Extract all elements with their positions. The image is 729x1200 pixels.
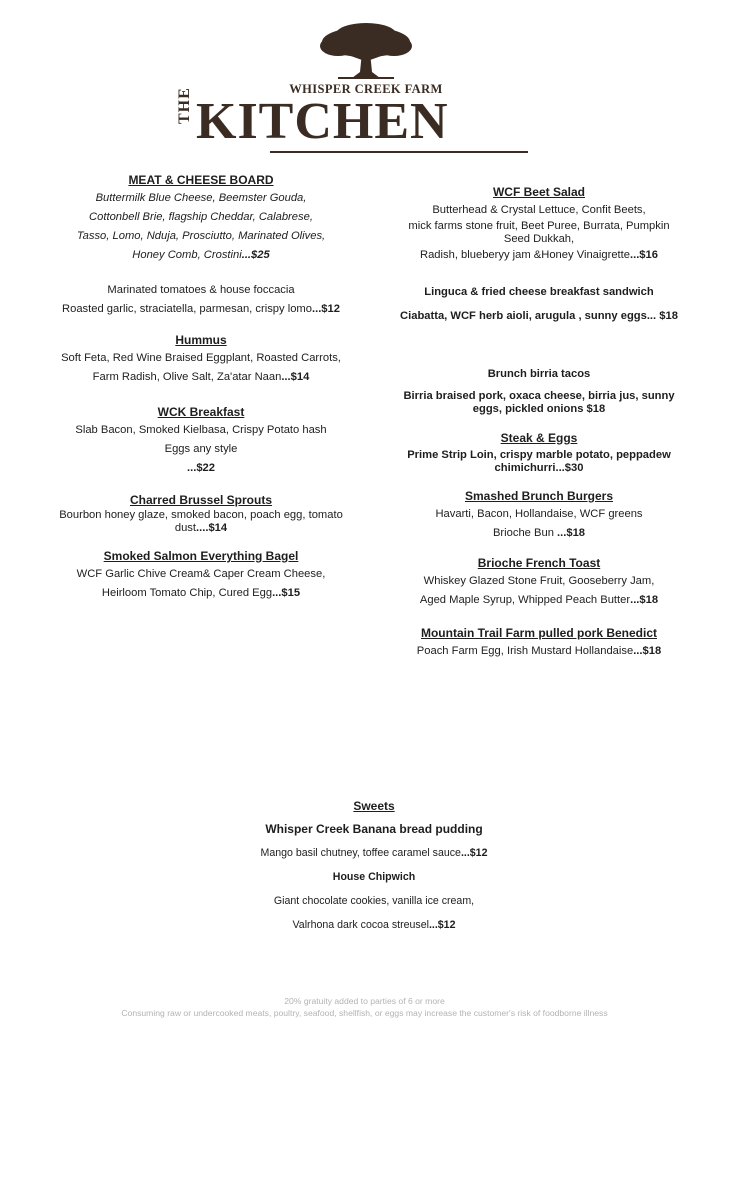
breakfast-item — [40, 403, 362, 478]
benedict-line-1: Poach Farm Egg, Irish Mustard Hollandaise...$18 — [416, 645, 662, 657]
sprouts-item — [40, 491, 362, 535]
foodborne-warning: Consuming raw or undercooked meats, poultry, seafood, shellfish, or eggs may increase the customer's risk of foodborne illness — [121, 1008, 608, 1018]
burgers-item — [382, 487, 696, 543]
tacos-item — [382, 366, 696, 416]
sweets-item-2-desc-1: Giant chocolate cookies, vanilla ice cream, — [273, 895, 475, 907]
focaccia-line-1: Marinated tomatoes & house foccacia — [107, 284, 295, 296]
logo-underline — [270, 151, 528, 153]
hummus-price: ...$14 — [281, 371, 310, 383]
steak-line-1: Prime Strip Loin, crispy marble potato, peppadew — [407, 449, 671, 461]
gratuity-note: 20% gratuity added to parties of 6 or more — [284, 996, 445, 1006]
hummus-line-2: Farm Radish, Olive Salt, Za'atar Naan...$14 — [92, 371, 310, 383]
hummus-title: Hummus — [175, 333, 227, 347]
focaccia-line-2: Roasted garlic, straciatella, parmesan, crispy lomo...$12 — [62, 303, 340, 315]
french-toast-price: ...$18 — [630, 594, 659, 606]
french-toast-line-1: Whiskey Glazed Stone Fruit, Gooseberry Jam, — [423, 575, 655, 587]
beet-salad-line-2: mick farms stone fruit, Beet Puree, Burrata, Pumpkin — [408, 220, 670, 232]
burgers-price: ...$18 — [557, 527, 586, 539]
sweets-item-1-price: ...$12 — [460, 847, 488, 859]
meat-cheese-price: ...$25 — [241, 249, 270, 261]
meat-cheese-line-3: Tasso, Lomo, Nduja, Prosciutto, Marinated Olives, — [76, 230, 326, 242]
tacos-line-1: Birria braised pork, oxaca cheese, birria jus, sunny — [403, 390, 675, 402]
bagel-price: ...$15 — [272, 587, 301, 599]
benedict-title: Mountain Trail Farm pulled pork Benedict — [420, 626, 658, 640]
french-toast-title: Brioche French Toast — [477, 556, 601, 570]
sweets-item-1-desc: Mango basil chutney, toffee caramel sauce...$12 — [260, 847, 488, 859]
steak-item — [382, 430, 696, 475]
focaccia-item — [40, 281, 362, 319]
sprouts-price: ....$14 — [196, 522, 228, 534]
benedict-item — [382, 624, 696, 661]
breakfast-line-1: Slab Bacon, Smoked Kielbasa, Crispy Potato hash — [75, 424, 327, 436]
linguca-item — [382, 284, 696, 324]
right-column — [382, 184, 696, 661]
sweets-item-2-desc-2: Valrhona dark cocoa streusel...$12 — [292, 919, 456, 931]
bagel-item — [40, 547, 362, 603]
meat-cheese-title: MEAT & CHEESE BOARD — [128, 173, 274, 187]
sweets-item-2-price: ...$12 — [428, 919, 456, 931]
focaccia-price: ...$12 — [311, 303, 340, 315]
logo-the: THE — [176, 87, 193, 124]
breakfast-title: WCK Breakfast — [157, 405, 245, 419]
burgers-line-1: Havarti, Bacon, Hollandaise, WCF greens — [435, 508, 643, 520]
hummus-line-1: Soft Feta, Red Wine Braised Eggplant, Roasted Carrots, — [61, 352, 341, 364]
steak-line-2: chimichurri...$30 — [494, 462, 584, 474]
french-toast-line-2: Aged Maple Syrup, Whipped Peach Butter...$18 — [419, 594, 659, 606]
sweets-section — [174, 798, 574, 933]
logo-kitchen: KITCHEN — [196, 93, 449, 150]
bagel-title: Smoked Salmon Everything Bagel — [103, 549, 299, 563]
oak-tree-icon — [318, 22, 414, 80]
beet-salad-item — [382, 184, 696, 265]
left-column — [40, 172, 362, 603]
meat-cheese-line-1: Buttermilk Blue Cheese, Beemster Gouda, — [95, 192, 307, 204]
sweets-item-1: Whisper Creek Banana bread pudding — [265, 822, 483, 836]
beet-salad-price: ...$16 — [629, 249, 658, 261]
meat-cheese-line-4: Honey Comb, Crostini...$25 — [132, 249, 270, 261]
breakfast-line-2: Eggs any style — [164, 443, 238, 455]
sprouts-line-2: dust....$14 — [174, 522, 228, 534]
beet-salad-title: WCF Beet Salad — [492, 185, 585, 199]
linguca-title: Linguca & fried cheese breakfast sandwich — [424, 286, 654, 298]
burgers-line-2: Brioche Bun ...$18 — [492, 527, 586, 539]
bagel-line-2: Heirloom Tomato Chip, Cured Egg...$15 — [101, 587, 301, 599]
farm-name: WHISPER CREEK FARM — [289, 82, 443, 96]
meat-cheese-line-2: Cottonbell Brie, flagship Cheddar, Calabrese, — [89, 211, 313, 223]
burgers-title: Smashed Brunch Burgers — [464, 489, 614, 503]
tacos-line-2: eggs, pickled onions $18 — [472, 403, 606, 415]
beet-salad-line-3: Seed Dukkah, — [503, 233, 575, 245]
benedict-price: ...$18 — [633, 645, 662, 657]
tacos-title: Brunch birria tacos — [487, 368, 591, 380]
footer — [40, 995, 689, 1019]
beet-salad-line-1: Butterhead & Crystal Lettuce, Confit Beets, — [432, 204, 646, 216]
linguca-line-1: Ciabatta, WCF herb aioli, arugula , sunny eggs... $18 — [400, 310, 678, 322]
beet-salad-line-4: Radish, blueberyy jam &Honey Vinaigrette...$16 — [420, 249, 658, 261]
hummus-item — [40, 331, 362, 387]
breakfast-price: ...$22 — [187, 462, 215, 474]
sweets-item-2: House Chipwich — [332, 871, 416, 883]
french-toast-item — [382, 554, 696, 610]
sprouts-title: Charred Brussel Sprouts — [129, 493, 273, 507]
meat-cheese-board — [40, 172, 362, 265]
sweets-title: Sweets — [353, 799, 395, 813]
bagel-line-1: WCF Garlic Chive Cream& Caper Cream Cheese, — [76, 568, 326, 580]
steak-title: Steak & Eggs — [500, 431, 578, 445]
sprouts-line-1: Bourbon honey glaze, smoked bacon, poach egg, tomato — [59, 509, 343, 521]
